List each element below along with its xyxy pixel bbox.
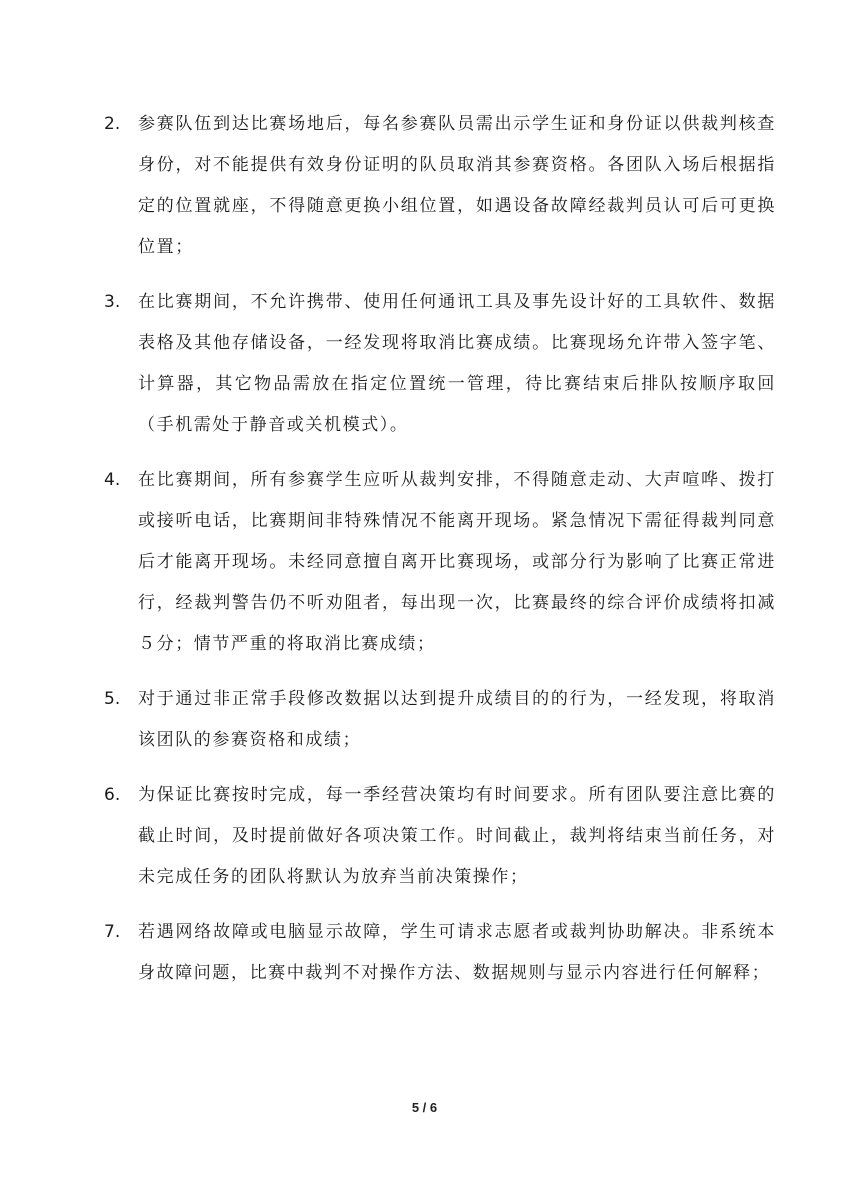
rule-item (104, 282, 776, 446)
rule-text: 参赛队伍到达比赛场地后，每名参赛队员需出示学生证和身份证以供裁判核查身份，对不能提供有效身份证明的队员取消其参赛资格。各团队入场后根据指定的位置就座，不得随意更换小组位置，如遇设备故障经裁判员认可后可更换位置； (138, 114, 776, 257)
page-number: 5 / 6 (411, 1100, 438, 1115)
rule-item (104, 104, 776, 268)
rule-number: 4. (104, 470, 121, 490)
rule-item (104, 912, 776, 994)
rule-text: 对于通过非正常手段修改数据以达到提升成绩目的的行为，一经发现，将取消该团队的参赛资格和成绩； (138, 689, 776, 750)
rule-text: 在比赛期间，所有参赛学生应听从裁判安排，不得随意走动、大声喧哗、拨打或接听电话，比赛期间非特殊情况不能离开现场。紧急情况下需征得裁判同意后才能离开现场。未经同意擅自离开比赛现场，或部分行为影响了比赛正常进行，经裁判警告仍不听劝阻者，每出现一次，比赛最终的综合评价成绩将扣减５分；情节严重的将取消比赛成绩； (138, 470, 776, 654)
rule-number: 7. (104, 922, 121, 942)
rule-item (104, 460, 776, 665)
rule-number: 2. (104, 114, 121, 134)
rule-text: 若遇网络故障或电脑显示故障，学生可请求志愿者或裁判协助解决。非系统本身故障问题，比赛中裁判不对操作方法、数据规则与显示内容进行任何解释； (138, 922, 776, 983)
rule-text: 为保证比赛按时完成，每一季经营决策均有时间要求。所有团队要注意比赛的截止时间，及时提前做好各项决策工作。时间截止，裁判将结束当前任务，对未完成任务的团队将默认为放弃当前决策操作； (138, 785, 776, 887)
rule-text: 在比赛期间，不允许携带、使用任何通讯工具及事先设计好的工具软件、数据表格及其他存储设备，一经发现将取消比赛成绩。比赛现场允许带入签字笔、计算器，其它物品需放在指定位置统一管理，待比赛结束后排队按顺序取回（手机需处于静音或关机模式）。 (138, 292, 776, 435)
rule-number: 3. (104, 292, 121, 312)
rules-list (104, 104, 776, 1008)
rule-item (104, 679, 776, 761)
rule-item (104, 775, 776, 898)
rule-number: 6. (104, 785, 121, 805)
rule-number: 5. (104, 689, 121, 709)
